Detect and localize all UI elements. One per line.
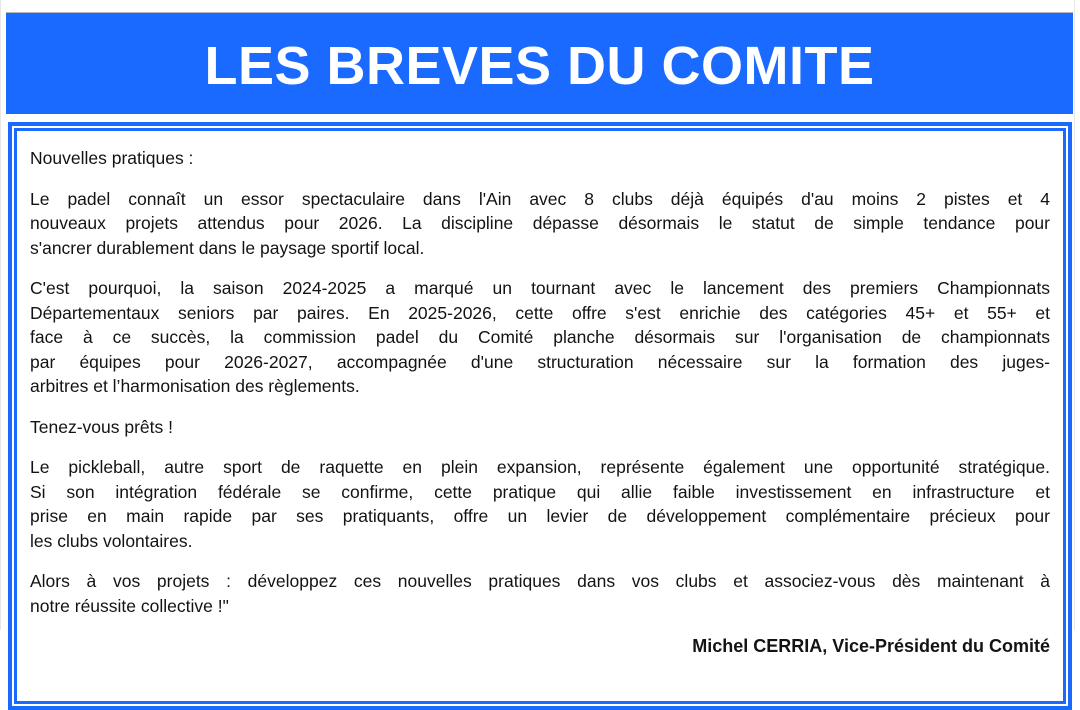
article <box>17 131 1063 659</box>
paragraph <box>30 146 1050 171</box>
paragraph <box>30 569 1050 618</box>
paragraph <box>30 455 1050 553</box>
page-title: LES BREVES DU COMITE <box>204 35 875 96</box>
paragraph-line: nouveaux projets attendus pour 2026. La discipline dépasse désormais le statut de simple tendance pour <box>30 213 1050 233</box>
paragraph-line: s'ancrer durablement dans le paysage sportif local. <box>30 237 425 258</box>
content-frame-inner <box>14 128 1066 704</box>
paragraph-line: Nouvelles pratiques : <box>30 148 194 168</box>
page-right-edge <box>1074 0 1075 630</box>
paragraph-line: Si son intégration fédérale se confirme, cette pratique qui allie faible investissement en infrastructure et <box>30 481 1050 502</box>
page-left-edge <box>0 0 1 630</box>
paragraph-line: Le pickleball, autre sport de raquette en plein expansion, représente également une opportunité stratégique. <box>30 457 1050 477</box>
paragraph <box>30 276 1050 399</box>
paragraph-line: face à ce succès, la commission padel du Comité planche désormais sur l'organisation de championnats <box>30 327 1050 347</box>
paragraph-line: Départementaux seniors par paires. En 2025-2026, cette offre s'est enrichie des catégories 45+ et 55+ et <box>30 302 1050 323</box>
paragraph-line: Tenez-vous prêts ! <box>30 416 173 437</box>
header-band <box>6 12 1073 114</box>
paragraph-line: Le padel connaît un essor spectaculaire dans l'Ain avec 8 clubs déjà équipés d'au moins 2 pistes et 4 <box>30 188 1050 209</box>
paragraph-line: arbitres et l’harmonisation des règlements. <box>30 376 360 396</box>
article-body <box>30 146 1050 618</box>
paragraph-line: par équipes pour 2026-2027, accompagnée d'une structuration nécessaire sur la formation des juges- <box>30 351 1050 372</box>
paragraph-line: Alors à vos projets : développez ces nouvelles pratiques dans vos clubs et associez-vous dès maintenant à <box>30 571 1050 591</box>
paragraph-line: notre réussite collective !" <box>30 595 229 616</box>
paragraph-line: prise en main rapide par ses pratiquants, offre un levier de développement complémentaire précieux pour <box>30 506 1050 526</box>
paragraph-line: C'est pourquoi, la saison 2024-2025 a marqué un tournant avec le lancement des premiers Championnats <box>30 278 1050 298</box>
signature-line: Michel CERRIA, Vice-Président du Comité <box>692 636 1050 656</box>
paragraph <box>30 187 1050 261</box>
paragraph <box>30 415 1050 440</box>
paragraph-line: les clubs volontaires. <box>30 530 193 551</box>
content-frame-outer <box>8 122 1072 710</box>
